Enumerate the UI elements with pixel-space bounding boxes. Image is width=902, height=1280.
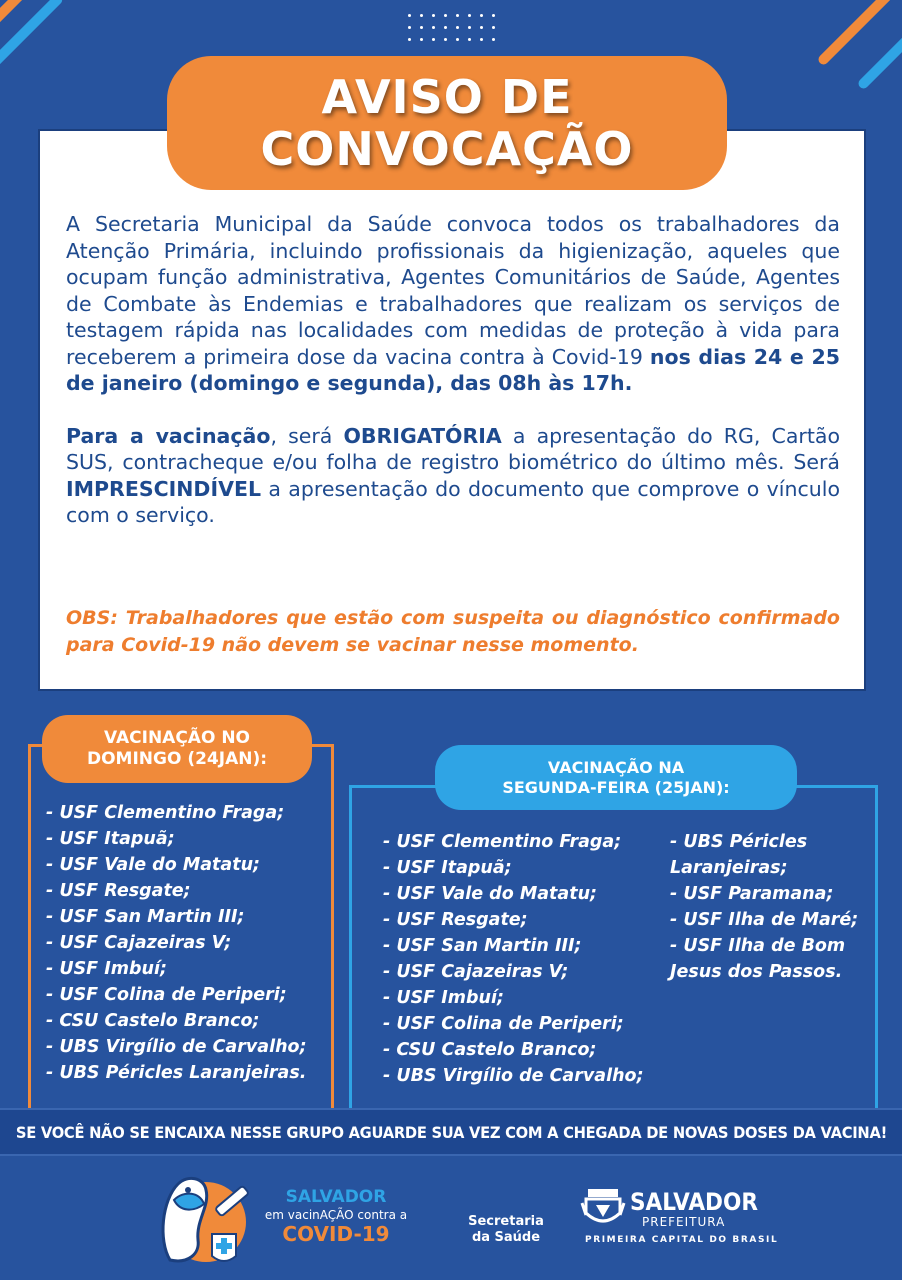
campaign-covid: COVID-19 — [282, 1222, 390, 1246]
list-item: Laranjeiras; — [670, 858, 788, 878]
list-item: - USF Colina de Periperi; — [46, 985, 287, 1005]
observation-note: OBS: Trabalhadores que estão com suspeita ou diagnóstico confirmado para Covid-19 não devem se vacinar nesse momento. — [66, 607, 840, 656]
title-line-1: AVISO DE — [321, 70, 573, 124]
list-item: - USF Clementino Fraga; — [383, 832, 622, 852]
prefeitura-sub: PREFEITURA — [642, 1215, 726, 1229]
list-item: - USF Imbuí; — [383, 988, 504, 1008]
list-item: - CSU Castelo Branco; — [46, 1011, 260, 1031]
monday-label-line-1: VACINAÇÃO NA — [547, 757, 685, 777]
list-item: - UBS Péricles — [670, 832, 808, 852]
dot-grid — [408, 14, 504, 41]
prefeitura-logo — [630, 1190, 772, 1230]
paragraph-2-lead: Para a vacinação — [66, 423, 271, 448]
paragraph-1-dates: nos dias 24 e 25 de janeiro (domingo e segunda), das 08h às 17h. — [66, 344, 840, 395]
list-item: - UBS Virgílio de Carvalho; — [46, 1037, 307, 1057]
monday-label — [435, 745, 797, 810]
list-item: - USF Itapuã; — [46, 829, 175, 849]
prefeitura-tagline: PRIMEIRA CAPITAL DO BRASIL — [585, 1235, 779, 1245]
paragraph-2-essential: IMPRESCINDÍVEL — [66, 476, 262, 501]
sunday-label-line-1: VACINAÇÃO NO — [103, 728, 251, 748]
secretaria-logo — [462, 1214, 550, 1246]
announcement-body — [66, 211, 840, 555]
list-item: Jesus dos Passos. — [670, 962, 843, 982]
notice-text: SE VOCÊ NÃO SE ENCAIXA NESSE GRUPO AGUARDE SUA VEZ COM A CHEGADA DE NOVAS DOSES DA VACINA! — [15, 1122, 887, 1142]
prefeitura-name: SALVADOR — [630, 1188, 758, 1216]
secretaria-line-2: da Saúde — [471, 1230, 541, 1245]
list-item: - USF Paramana; — [670, 884, 834, 904]
list-item: - USF Colina de Periperi; — [383, 1014, 624, 1034]
paragraph-2-mandatory: OBRIGATÓRIA — [343, 423, 502, 448]
city-crest-icon — [580, 1185, 626, 1231]
list-item: - USF Itapuã; — [383, 858, 512, 878]
paragraph-2-text-a: , será — [270, 423, 344, 448]
list-item: - USF Resgate; — [46, 881, 191, 901]
list-item: - USF Imbuí; — [46, 959, 167, 979]
paragraph-1 — [66, 211, 840, 397]
secretaria-line-1: Secretaria — [468, 1214, 544, 1229]
announcement-card — [38, 129, 866, 691]
monday-list-column-1 — [383, 829, 644, 1089]
monday-list-column-2 — [670, 829, 858, 985]
campaign-city: SALVADOR — [285, 1187, 387, 1207]
list-item: - USF Clementino Fraga; — [46, 803, 285, 823]
list-item: - USF Resgate; — [383, 910, 528, 930]
list-item: - USF San Martin III; — [46, 907, 245, 927]
list-item: - UBS Virgílio de Carvalho; — [383, 1066, 644, 1086]
paragraph-2 — [66, 423, 840, 529]
list-item: - USF Cajazeiras V; — [383, 962, 569, 982]
decorative-stripe — [856, 27, 902, 91]
list-item: - USF Vale do Matatu; — [383, 884, 598, 904]
paragraph-1-text: A Secretaria Municipal da Saúde convoca todos os trabalhadores da Atenção Primária, incluindo profissionais da higienização, aqueles que ocupam função administrativa, Agentes Comunitários de Saúde, Agentes de Combate às Endemias e trabalhadores que realizam os serviços de testagem rápida nas localidades com medidas de proteção à vida para receberem a primeira dose da vacina contra à Covid-19 — [66, 212, 840, 369]
list-item: - USF Ilha de Bom — [670, 936, 846, 956]
campaign-logo — [256, 1188, 416, 1245]
paragraph-2-text-b: a apresentação do RG, Cartão SUS, contracheque e/ou folha de registro biométrico do último mês. Será — [66, 423, 841, 474]
list-item: - USF Vale do Matatu; — [46, 855, 261, 875]
sunday-label — [42, 715, 312, 783]
list-item: - USF Ilha de Maré; — [670, 910, 859, 930]
notice-bar — [0, 1108, 902, 1156]
title-banner — [167, 56, 727, 190]
sunday-label-line-2: DOMINGO (24JAN): — [86, 749, 268, 769]
list-item: - CSU Castelo Branco; — [383, 1040, 597, 1060]
paragraph-2-text-c: a apresentação do documento que comprove o vínculo com o serviço. — [66, 476, 840, 527]
monday-label-line-2: SEGUNDA-FEIRA (25JAN): — [502, 777, 730, 797]
mascot-icon — [148, 1160, 260, 1272]
campaign-tagline: em vacinAÇÃO contra a — [264, 1208, 408, 1222]
list-item: - UBS Péricles Laranjeiras. — [46, 1063, 307, 1083]
title-line-2: CONVOCAÇÃO — [260, 122, 634, 176]
list-item: - USF San Martin III; — [383, 936, 582, 956]
list-item: - USF Cajazeiras V; — [46, 933, 232, 953]
sunday-list — [46, 800, 307, 1086]
